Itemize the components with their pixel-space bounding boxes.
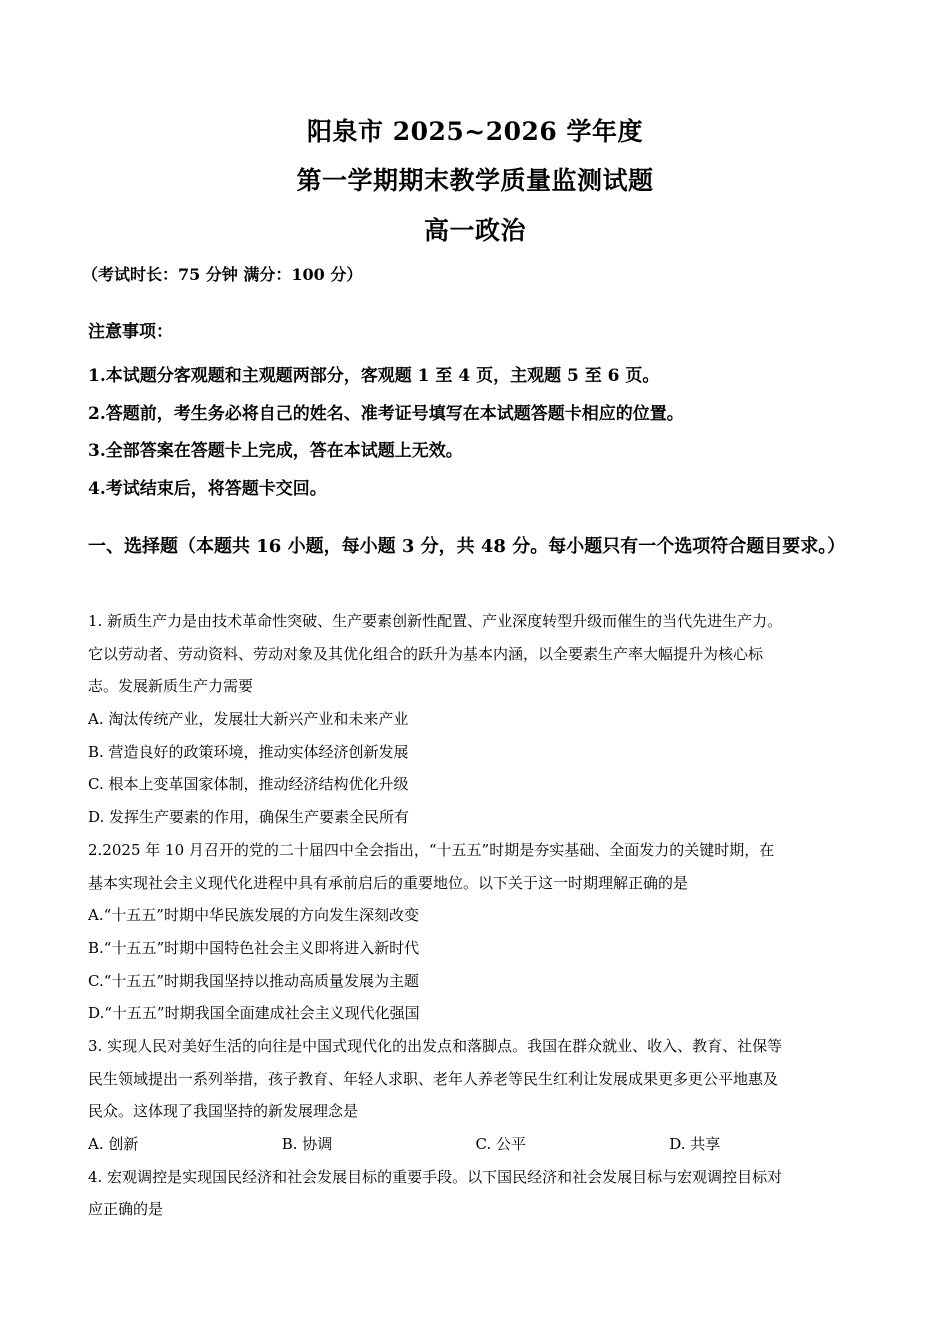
option-c: C.“十五五”时期我国坚持以推动高质量发展为主题 bbox=[88, 971, 420, 990]
option-b: B. 协调 bbox=[281, 1135, 333, 1153]
option-b: B. 营造良好的政策环境，推动实体经济创新发展 bbox=[88, 742, 409, 761]
notice-list bbox=[88, 364, 868, 514]
question-stem-line: 基本实现社会主义现代化进程中具有承前启后的重要地位。以下关于这一时期理解正确的是 bbox=[88, 873, 689, 892]
option-d: D. 共享 bbox=[669, 1135, 721, 1153]
option-b: B.“十五五”时期中国特色社会主义即将进入新时代 bbox=[88, 938, 420, 957]
question-stem-line: 2.2025 年 10 月召开的党的二十届四中全会指出，“十五五”时期是夯实基础、全面发力的关键时期，在 bbox=[88, 840, 775, 859]
option-d: D.“十五五”时期我国全面建成社会主义现代化强国 bbox=[88, 1004, 420, 1023]
notice-item: 2.答题前，考生务必将自己的姓名、准考证号填写在本试题答题卡相应的位置。 bbox=[88, 403, 684, 424]
option-a: A. 创新 bbox=[88, 1135, 139, 1153]
exam-info: （考试时长：75 分钟 满分：100 分） bbox=[82, 265, 363, 284]
question-stem-line: 1. 新质生产力是由技术革命性突破、生产要素创新性配置、产业深度转型升级而催生的当代先进生产力。 bbox=[88, 612, 783, 630]
notice-item: 3.全部答案在答题卡上完成，答在本试题上无效。 bbox=[88, 441, 463, 461]
option-c: C. 根本上变革国家体制，推动经济结构优化升级 bbox=[88, 775, 409, 794]
question-4 bbox=[88, 1161, 863, 1226]
exam-title-line1: 阳泉市 2025~2026 学年度 bbox=[306, 117, 643, 146]
question-stem-line: 3. 实现人民对美好生活的向往是中国式现代化的出发点和落脚点。我国在群众就业、收入、教育、社保等 bbox=[88, 1036, 783, 1055]
exam-subject-title: 高一政治 bbox=[423, 216, 526, 245]
question-stem-line: 应正确的是 bbox=[88, 1200, 164, 1219]
question-stem-line: 民众。这体现了我国坚持的新发展理念是 bbox=[88, 1102, 359, 1121]
section-heading: 一、选择题（本题共 16 小题，每小题 3 分，共 48 分。每小题只有一个选项符合题目要求。） bbox=[88, 536, 846, 557]
option-a: A. 淘汰传统产业，发展壮大新兴产业和未来产业 bbox=[88, 710, 409, 729]
question-stem-line: 志。发展新质生产力需要 bbox=[88, 677, 254, 696]
exam-title-line2: 第一学期期末教学质量监测试题 bbox=[296, 166, 654, 195]
question-list bbox=[88, 605, 863, 1226]
question-2 bbox=[88, 834, 863, 1030]
options-row bbox=[88, 1128, 863, 1161]
notice-item: 1.本试题分客观题和主观题两部分，客观题 1 至 4 页，主观题 5 至 6 页。 bbox=[88, 366, 660, 386]
question-stem-line: 它以劳动者、劳动资料、劳动对象及其优化组合的跃升为基本内涵，以全要素生产率大幅提升为核心标 bbox=[88, 644, 764, 663]
question-1 bbox=[88, 605, 863, 834]
question-3 bbox=[88, 1030, 863, 1161]
option-d: D. 发挥生产要素的作用，确保生产要素全民所有 bbox=[88, 808, 410, 827]
option-a: A.“十五五”时期中华民族发展的方向发生深刻改变 bbox=[88, 906, 419, 925]
notice-heading: 注意事项： bbox=[88, 322, 173, 342]
option-c: C. 公平 bbox=[475, 1135, 526, 1153]
notice-item: 4.考试结束后，将答题卡交回。 bbox=[88, 478, 327, 499]
question-stem-line: 民生领域提出一系列举措，孩子教育、年轻人求职、老年人养老等民生红利让发展成果更多更公平地惠及 bbox=[88, 1069, 779, 1088]
question-stem-line: 4. 宏观调控是实现国民经济和社会发展目标的重要手段。以下国民经济和社会发展目标与宏观调控目标对 bbox=[88, 1167, 783, 1186]
